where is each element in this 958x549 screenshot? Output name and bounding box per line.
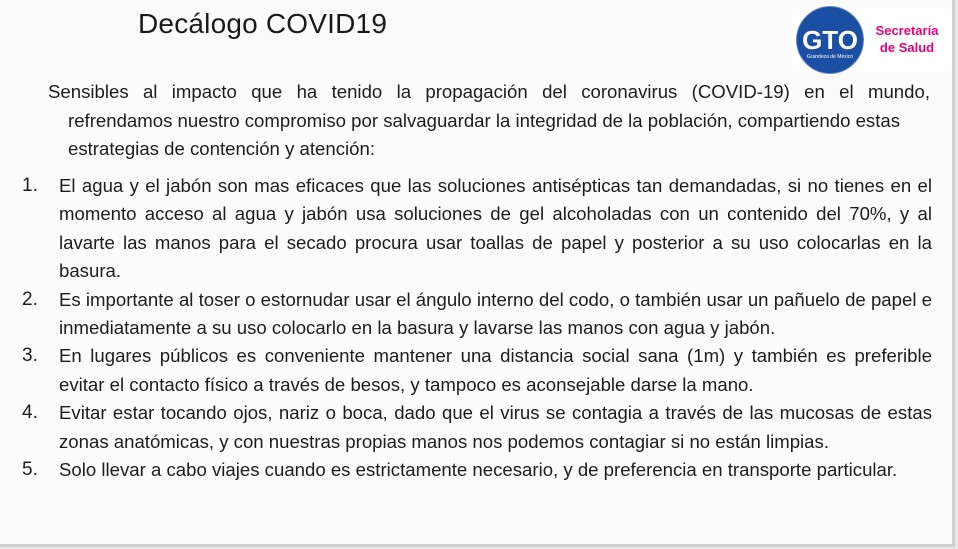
strategy-list	[20, 172, 932, 484]
intro-line-1: Sensibles al impacto que ha tenido la propagación del coronavirus (COVID-19) en el mundo,	[48, 81, 930, 102]
logo-brand: GTO	[802, 25, 858, 55]
logo-department-line1: Secretaría	[875, 23, 939, 38]
list-item-text: En lugares públicos es conveniente mantener una distancia social sana (1m) y también es preferible evitar el contacto físico a través de besos, y tampoco es aconsejable darse la mano.	[59, 345, 932, 395]
list-item-text: Es importante al toser o estornudar usar el ángulo interno del codo, o también usar un pañuelo de papel e inmediatamente a su uso colocarlo en la basura y lavarse las manos con agua y jabón.	[59, 288, 932, 339]
list-item-number: 2.	[22, 288, 38, 310]
document-title: Decálogo COVID19	[138, 8, 388, 39]
list-item	[20, 172, 932, 286]
list-item	[20, 399, 932, 456]
intro-line-rest: refrendamos nuestro compromiso por salvaguardar la integridad de la población, compartiendo estas estrategias de contención y atención:	[68, 109, 901, 159]
list-item-text: Evitar estar tocando ojos, nariz o boca, dado que el virus se contagia a través de las mucosas de estas zonas anatómicas, y con nuestras propias manos nos podemos contagiar si no están limpias.	[59, 402, 932, 452]
list-item-text: El agua y el jabón son mas eficaces que las soluciones antisépticas tan demandadas, si no tienes en el momento acceso al agua y jabón usa soluciones de gel alcoholadas con un contenido del 70%, y al lavarte las manos para el secado procura usar toallas de papel y posterior a su uso colocarlas en la basura.	[59, 175, 932, 282]
intro-paragraph	[48, 78, 930, 164]
list-item-number: 1.	[22, 175, 38, 196]
logo-tagline: Grandeza de México	[806, 54, 854, 60]
list-item-number: 5.	[22, 459, 38, 481]
list-item-number: 4.	[22, 402, 38, 424]
list-item	[20, 342, 932, 399]
secretaria-de-salud-logo	[792, 2, 952, 76]
list-item	[20, 456, 932, 484]
list-item-text: Solo llevar a cabo viajes cuando es estrictamente necesario, y de preferencia en transporte particular.	[59, 459, 898, 481]
logo-department-line2: de Salud	[879, 40, 935, 55]
list-item	[20, 286, 932, 343]
list-item-number: 3.	[22, 345, 38, 367]
